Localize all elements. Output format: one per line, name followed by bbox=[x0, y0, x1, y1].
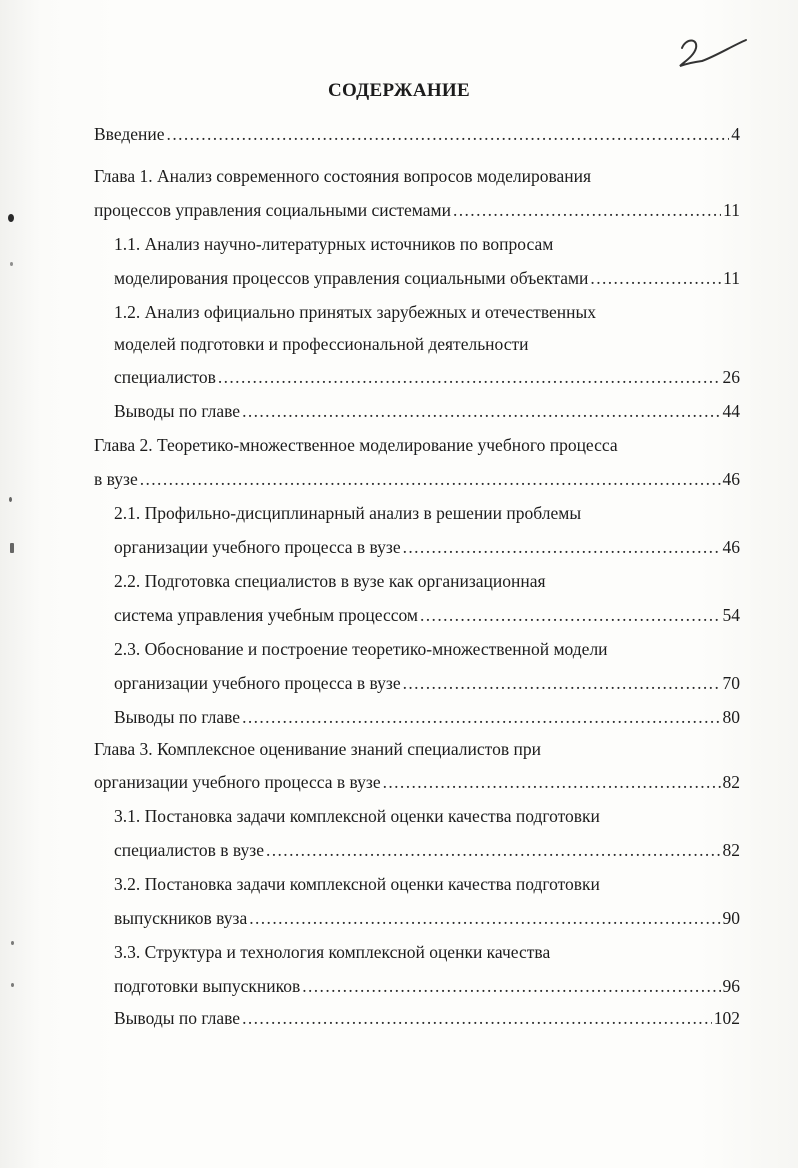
toc-page-number: 54 bbox=[722, 605, 740, 625]
toc-entry-text: Введение bbox=[94, 124, 165, 144]
toc-entry-text: система управления учебным процессом bbox=[114, 605, 418, 625]
toc-leader-dots bbox=[383, 769, 721, 795]
toc-page-number: 96 bbox=[722, 976, 740, 996]
toc-page-number: 4 bbox=[731, 124, 740, 144]
scan-mark bbox=[10, 543, 14, 553]
toc-page-number: 82 bbox=[722, 840, 740, 860]
toc-entry-text: Выводы по главе bbox=[114, 401, 241, 421]
toc-page-number: 82 bbox=[722, 772, 740, 792]
toc-section-1-2-heading bbox=[114, 299, 596, 325]
toc-entry-text: Глава 2. Теоретико-множественное моделирование учебного процесса bbox=[94, 435, 618, 455]
toc-leader-dots bbox=[266, 837, 721, 863]
toc-section-2-3-heading bbox=[114, 636, 608, 662]
svg-text:2: 2 bbox=[672, 28, 673, 29]
toc-page-number: 11 bbox=[723, 200, 740, 220]
toc-entry-text: подготовки выпускников bbox=[114, 976, 301, 996]
toc-chapter-1-entry bbox=[94, 197, 740, 223]
toc-entry-text: Глава 3. Комплексное оценивание знаний специалистов при bbox=[94, 739, 541, 759]
toc-section-3-3-entry bbox=[114, 973, 740, 999]
scan-mark bbox=[11, 941, 14, 945]
scan-mark bbox=[11, 983, 14, 987]
toc-leader-dots bbox=[140, 466, 721, 492]
toc-page-number: 46 bbox=[722, 469, 740, 489]
toc-leader-dots bbox=[403, 534, 721, 560]
toc-section-2-1-heading bbox=[114, 500, 581, 526]
scan-mark bbox=[8, 214, 14, 222]
toc-entry-text: 3.1. Постановка задачи комплексной оценки качества подготовки bbox=[114, 806, 600, 826]
toc-section-1-1-heading bbox=[114, 231, 553, 257]
toc-entry-intro bbox=[94, 121, 740, 147]
toc-section-2-3-entry bbox=[114, 670, 740, 696]
toc-page-number: 11 bbox=[723, 268, 740, 288]
toc-entry-text: процессов управления социальными системами bbox=[94, 200, 451, 220]
toc-entry-text: Выводы по главе bbox=[114, 707, 241, 727]
page-title: СОДЕРЖАНИЕ bbox=[328, 80, 470, 101]
toc-section-2-2-heading bbox=[114, 568, 546, 594]
scan-mark bbox=[9, 497, 12, 502]
toc-page-number: 26 bbox=[722, 367, 740, 387]
toc-section-1-2-entry bbox=[114, 364, 740, 390]
toc-leader-dots bbox=[420, 602, 721, 628]
toc-page-number: 70 bbox=[722, 673, 740, 693]
toc-chapter-2-heading bbox=[94, 432, 618, 458]
toc-entry-text: 2.1. Профильно-дисциплинарный анализ в решении проблемы bbox=[114, 503, 582, 523]
toc-entry-text: 1.2. Анализ официально принятых зарубежных и отечественных bbox=[114, 302, 596, 322]
toc-chapter-3-heading bbox=[94, 736, 541, 762]
toc-page-number: 44 bbox=[722, 401, 740, 421]
toc-entry-text: моделирования процессов управления социальными объектами bbox=[114, 268, 589, 288]
toc-entry-text: 3.3. Структура и технология комплексной оценки качества bbox=[114, 942, 551, 962]
toc-leader-dots bbox=[167, 121, 730, 147]
toc-entry-text: организации учебного процесса в вузе bbox=[114, 537, 401, 557]
toc-entry-text: организации учебного процесса в вузе bbox=[114, 673, 401, 693]
toc-leader-dots bbox=[242, 398, 720, 424]
toc-entry-text: специалистов в вузе bbox=[114, 840, 264, 860]
toc-section-3-2-heading bbox=[114, 871, 600, 897]
toc-leader-dots bbox=[403, 670, 721, 696]
toc-entry-text: моделей подготовки и профессиональной деятельности bbox=[114, 334, 529, 354]
toc-chapter-3-entry bbox=[94, 769, 740, 795]
scan-mark bbox=[10, 262, 13, 266]
toc-entry-text: специалистов bbox=[114, 367, 216, 387]
toc-chapter-1-conclusions bbox=[114, 398, 740, 424]
toc-chapter-2-conclusions bbox=[114, 704, 740, 730]
toc-leader-dots bbox=[242, 1005, 712, 1031]
toc-chapter-2-entry bbox=[94, 466, 740, 492]
toc-entry-text: в вузе bbox=[94, 469, 138, 489]
toc-section-3-1-heading bbox=[114, 803, 600, 829]
toc-entry-text: 1.1. Анализ научно-литературных источников по вопросам bbox=[114, 234, 554, 254]
toc-leader-dots bbox=[453, 197, 721, 223]
toc-chapter-1-heading bbox=[94, 163, 591, 189]
toc-chapter-3-conclusions bbox=[114, 1005, 740, 1031]
toc-entry-text: выпускников вуза bbox=[114, 908, 248, 928]
toc-page-number: 46 bbox=[722, 537, 740, 557]
toc-entry-text: организации учебного процесса в вузе bbox=[94, 772, 381, 792]
toc-section-2-1-entry bbox=[114, 534, 740, 560]
toc-section-1-2-subheading bbox=[114, 331, 529, 357]
toc-page-number: 102 bbox=[713, 1008, 740, 1028]
handwritten-page-number bbox=[672, 28, 752, 78]
toc-entry-text: 3.2. Постановка задачи комплексной оценки качества подготовки bbox=[114, 874, 600, 894]
toc-entry-text: 2.3. Обоснование и построение теоретико-множественной модели bbox=[114, 639, 608, 659]
toc-entry-text: 2.2. Подготовка специалистов в вузе как организационная bbox=[114, 571, 546, 591]
toc-section-3-3-heading bbox=[114, 939, 550, 965]
toc-section-1-1-entry bbox=[114, 265, 740, 291]
toc-section-3-1-entry bbox=[114, 837, 740, 863]
toc-entry-text: Выводы по главе bbox=[114, 1008, 241, 1028]
toc-leader-dots bbox=[242, 704, 720, 730]
toc-section-2-2-entry bbox=[114, 602, 740, 628]
toc-leader-dots bbox=[249, 905, 720, 931]
toc-section-3-2-entry bbox=[114, 905, 740, 931]
toc-page-number: 80 bbox=[722, 707, 740, 727]
toc-leader-dots bbox=[590, 265, 721, 291]
toc-leader-dots bbox=[302, 973, 720, 999]
toc-entry-text: Глава 1. Анализ современного состояния вопросов моделирования bbox=[94, 166, 592, 186]
toc-page-number: 90 bbox=[722, 908, 740, 928]
toc-leader-dots bbox=[218, 364, 721, 390]
